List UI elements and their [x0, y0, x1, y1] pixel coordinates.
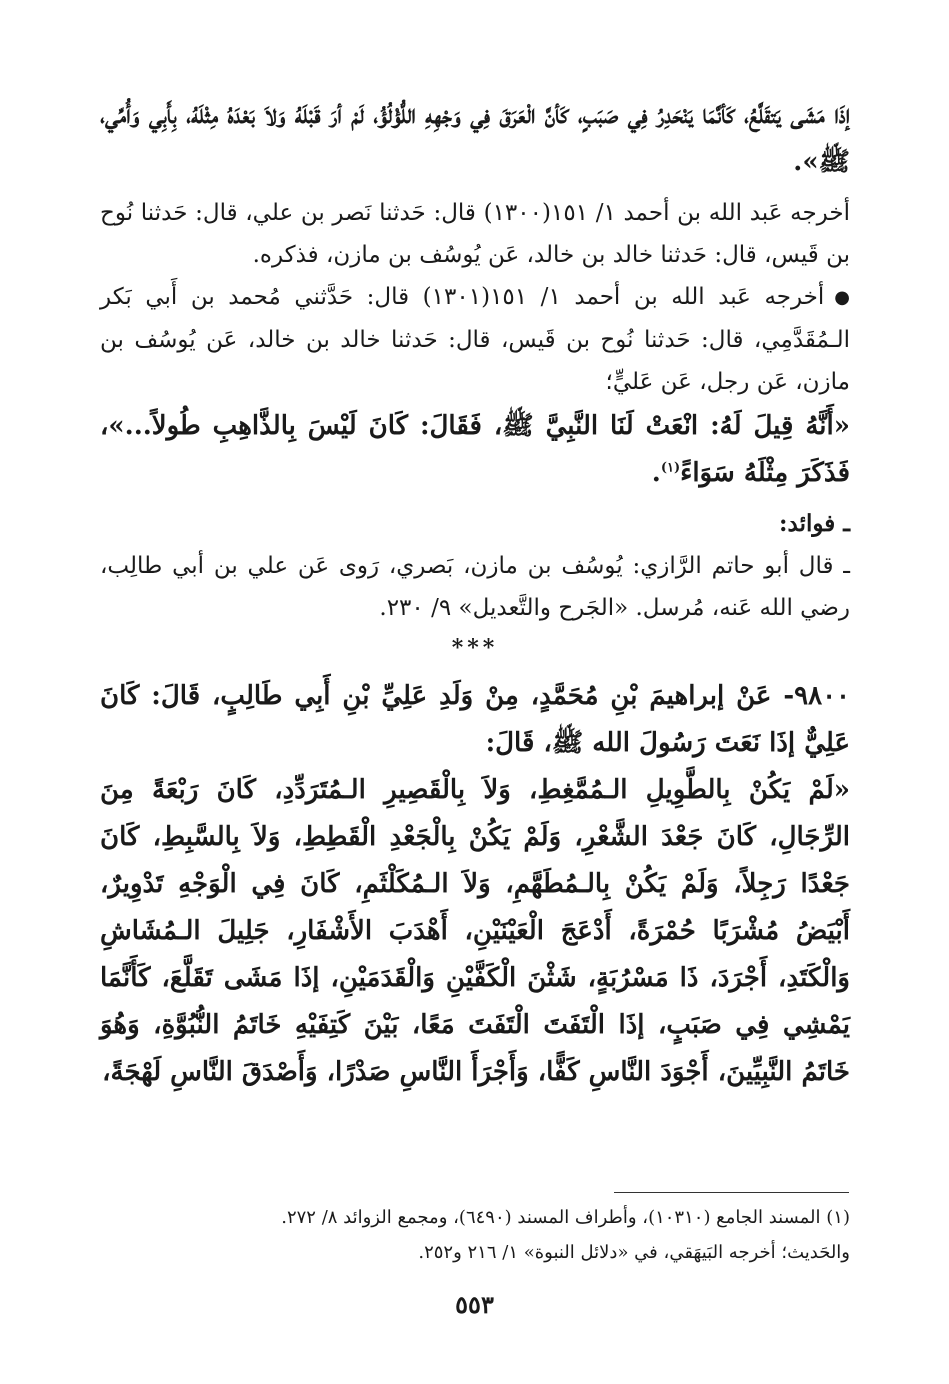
hadith-9800-intro: [100, 673, 850, 767]
footnote-1: (١) المسند الجامع (١٠٣١٠)، وأطراف المسند (٦٤٩٠)، ومجمع الزوائد ٨/ ٢٧٢.: [281, 1207, 850, 1228]
section-separator: ***: [451, 635, 499, 661]
footnote-reference[interactable]: (١): [660, 460, 681, 476]
hadith-text-continuation: إذَا مَشَى يَتقَلَّعُ، كَأنَّمَا يَنْحَدِرُ فِي صَبَبٍ، كَأنَّ الْعَرَقَ فِي وَجْهِهِ اللُّؤْلُؤُ، لَمْ أرَ قَبْلَهُ وَلاَ بَعْدَهُ مِثْلَهُ، بِأَبِي وَأُمِّي، ﷺ».: [100, 100, 850, 177]
takhrij-paragraph-bullet: [100, 276, 850, 403]
hadith-9800-text: «لَمْ يَكُنْ بِالطَّوِيلِ الـمُمَّغِطِ، وَلاَ بِالْقَصِيرِ الـمُتَرَدِّدِ، كَانَ رَبْعَةً مِنَ الرِّجَالِ، كَانَ جَعْدَ الشَّعْرِ، وَلَمْ يَكُنْ بِالْجَعْدِ الْقَطِطِ، وَلاَ بِالسَّبِطِ، كَانَ جَعْدًا رَجِلاً، وَلَمْ يَكُنْ بِالـمُطَهَّمِ، وَلاَ الـمُكَلْثَمِ، كَانَ فِي الْوَجْهِ تَدْوِيرٌ، أَبْيَضُ مُشْرَبًا حُمْرَةً، أَدْعَجَ الْعَيْنَيْنِ، أَهْدَبَ الأَشْفَارِ، جَلِيلَ الـمُشَاشِ وَالْكَتَدِ، أَجْرَدَ، ذَا مَسْرُبَةٍ، شَثْنَ الْكَفَّيْنِ وَالْقَدَمَيْنِ، إذَا مَشَى تَقَلَّعَ، كَأَنَّمَا يَمْشِي فِي صَبَبٍ، إذَا الْتَفَتَ الْتَفَتَ مَعًا، بَيْنَ كَتِفَيْهِ خَاتَمُ النُّبُوَّةِ، وَهُوَ خَاتَمُ النَّبِيِّينَ، أَجْوَدَ النَّاسِ كَفًّا، وَأَجْرَأَ النَّاسِ صَدْرًا، وَأَصْدَقَ النَّاسِ لَهْجَةً،: [100, 775, 850, 1087]
hadith-text-variant: [100, 403, 850, 497]
takhrij-text: أخرجه عَبد الله بن أحمد ١/ ١٥١(١٣٠١) قال: حَدَّثني مُحمد بن أَبي بَكر الـمُقَدَّمِي، قال: حَدثنا نُوح بن قَيس، قال: حَدثنا خالد بن خالد، عَن يُوسُف بن مازن، عَن رجل، عَن عَليٍّ؛: [100, 284, 850, 395]
bullet-icon: ●: [834, 287, 851, 308]
hadith-number: ٩٨٠٠-: [783, 681, 850, 711]
hadith-variant-end: .: [651, 458, 661, 488]
footnote-divider: [614, 1192, 849, 1193]
hadith-isnad: عَنْ إبراهيمَ بْنِ مُحَمَّدٍ، مِنْ وَلَدِ عَلِيِّ بْنِ أَبِي طَالِبٍ، قَالَ: كَانَ عَلِيٌّ إذَا نَعَتَ رَسُولَ الله ﷺ، قَالَ:: [100, 681, 850, 758]
footnotes: [100, 1200, 850, 1270]
benefits-heading: ـ فوائد:: [779, 510, 850, 537]
benefit-paragraph: ـ قال أبو حاتم الرَّازي: يُوسُف بن مازن، بَصري، رَوى عَن علي بن أبي طالِب، رضي الله عَنه، مُرسل. «الجَرح والتَّعديل» ٩/ ٢٣٠.: [100, 553, 850, 621]
hadith-variant-text: «أَنَّهُ قِيلَ لَهُ: انْعَتْ لَنَا النَّبِيَّ ﷺ، فَقَالَ: كَانَ لَيْسَ بِالذَّاهِبِ طُولاً...»، فَذَكَرَ مِثْلَهُ سَوَاءً: [100, 411, 850, 488]
main-text: [100, 92, 850, 1096]
footnote-2: والحَديث؛ أخرجه البَيهَقي، في «دلائل النبوة» ١/ ٢١٦ و٢٥٢.: [418, 1242, 850, 1263]
page-number: ٥٥٣: [455, 1290, 494, 1319]
takhrij-paragraph: أخرجه عَبد الله بن أحمد ١/ ١٥١(١٣٠٠) قال: حَدثنا نَصر بن علي، قال: حَدثنا نُوح بن قَيس، قال: حَدثنا خالد بن خالد، عَن يُوسُف بن مازن، فذكره.: [100, 200, 850, 268]
